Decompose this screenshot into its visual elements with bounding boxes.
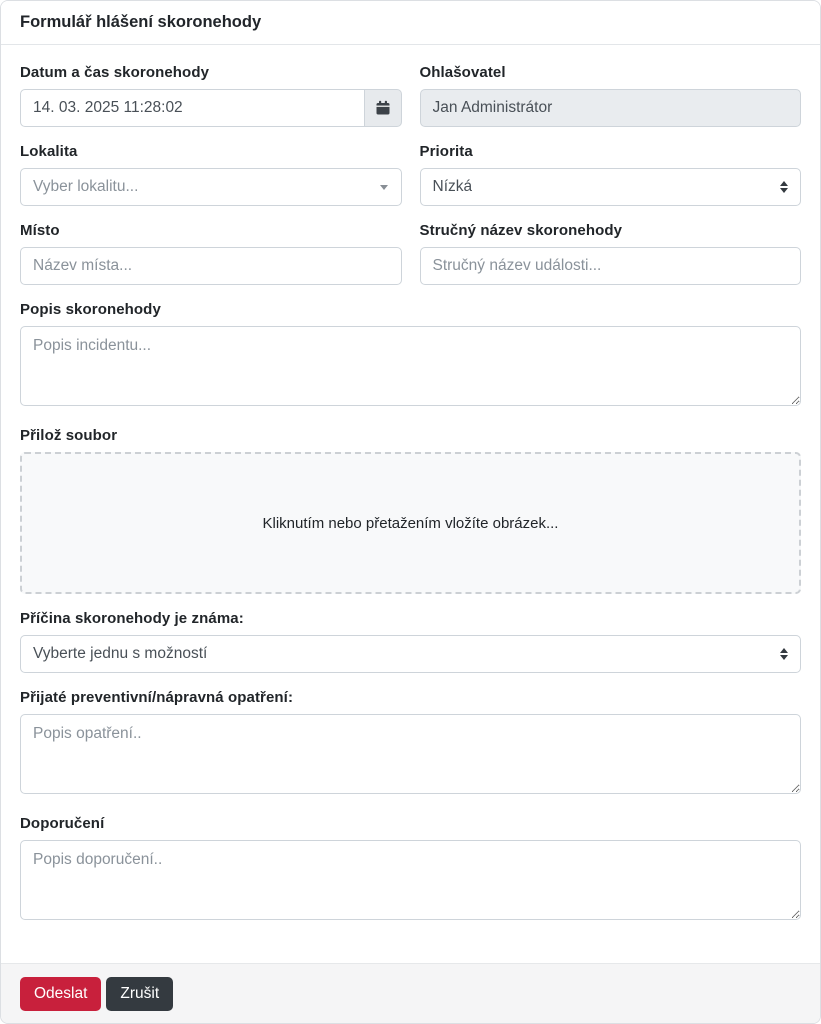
form-header: [1, 1, 820, 45]
priority-group: [420, 143, 802, 206]
priority-label: Priorita: [419, 143, 473, 160]
measures-textarea[interactable]: [20, 714, 801, 794]
attachment-group: [20, 427, 801, 594]
short-name-input[interactable]: [420, 247, 802, 285]
recommendation-label: Doporučení: [20, 815, 105, 832]
submit-button[interactable]: Odeslat: [20, 977, 101, 1011]
calendar-icon: [375, 100, 391, 116]
place-input[interactable]: [20, 247, 402, 285]
locality-placeholder: Vyber lokalitu...: [33, 178, 139, 195]
up-down-arrows-icon: [780, 648, 788, 660]
file-dropzone[interactable]: [20, 452, 801, 594]
recommendation-group: [20, 815, 801, 925]
cause-known-value: Vyberte jednu s možností: [33, 645, 208, 662]
description-group: [20, 301, 801, 411]
datetime-label: Datum a čas skoronehody: [20, 64, 210, 81]
description-textarea[interactable]: [20, 326, 801, 406]
attachment-label: Přilož soubor: [20, 427, 118, 444]
dropzone-text: Kliknutím nebo přetažením vložíte obrázek...: [262, 514, 559, 532]
priority-select[interactable]: [420, 168, 802, 206]
place-group: [20, 222, 402, 285]
up-down-arrows-icon: [780, 181, 788, 193]
place-label: Místo: [20, 222, 60, 239]
reporter-group: [420, 64, 802, 127]
cause-known-label: Příčina skoronehody je známa:: [20, 610, 244, 627]
locality-group: [20, 143, 402, 206]
measures-label: Přijaté preventivní/nápravná opatření:: [20, 689, 294, 706]
chevron-down-icon: [380, 185, 388, 190]
form-body: [1, 45, 820, 963]
description-label: Popis skoronehody: [20, 301, 161, 318]
datetime-group: [20, 64, 402, 127]
cause-known-select[interactable]: [20, 635, 801, 673]
reporter-label: Ohlašovatel: [419, 64, 506, 81]
form-title: Formulář hlášení skoronehody: [20, 13, 262, 31]
short-name-group: [420, 222, 802, 285]
reporter-input: [420, 89, 802, 127]
locality-label: Lokalita: [20, 143, 78, 160]
cause-known-group: [20, 610, 801, 673]
priority-value: Nízká: [432, 178, 473, 195]
locality-select[interactable]: [20, 168, 402, 206]
cancel-button[interactable]: Zrušit: [106, 977, 173, 1011]
recommendation-textarea[interactable]: [20, 840, 801, 920]
form-footer: [1, 963, 820, 1023]
short-name-label: Stručný název skoronehody: [419, 222, 623, 239]
measures-group: [20, 689, 801, 799]
datetime-picker-button[interactable]: [365, 89, 402, 127]
datetime-input[interactable]: [20, 89, 365, 127]
